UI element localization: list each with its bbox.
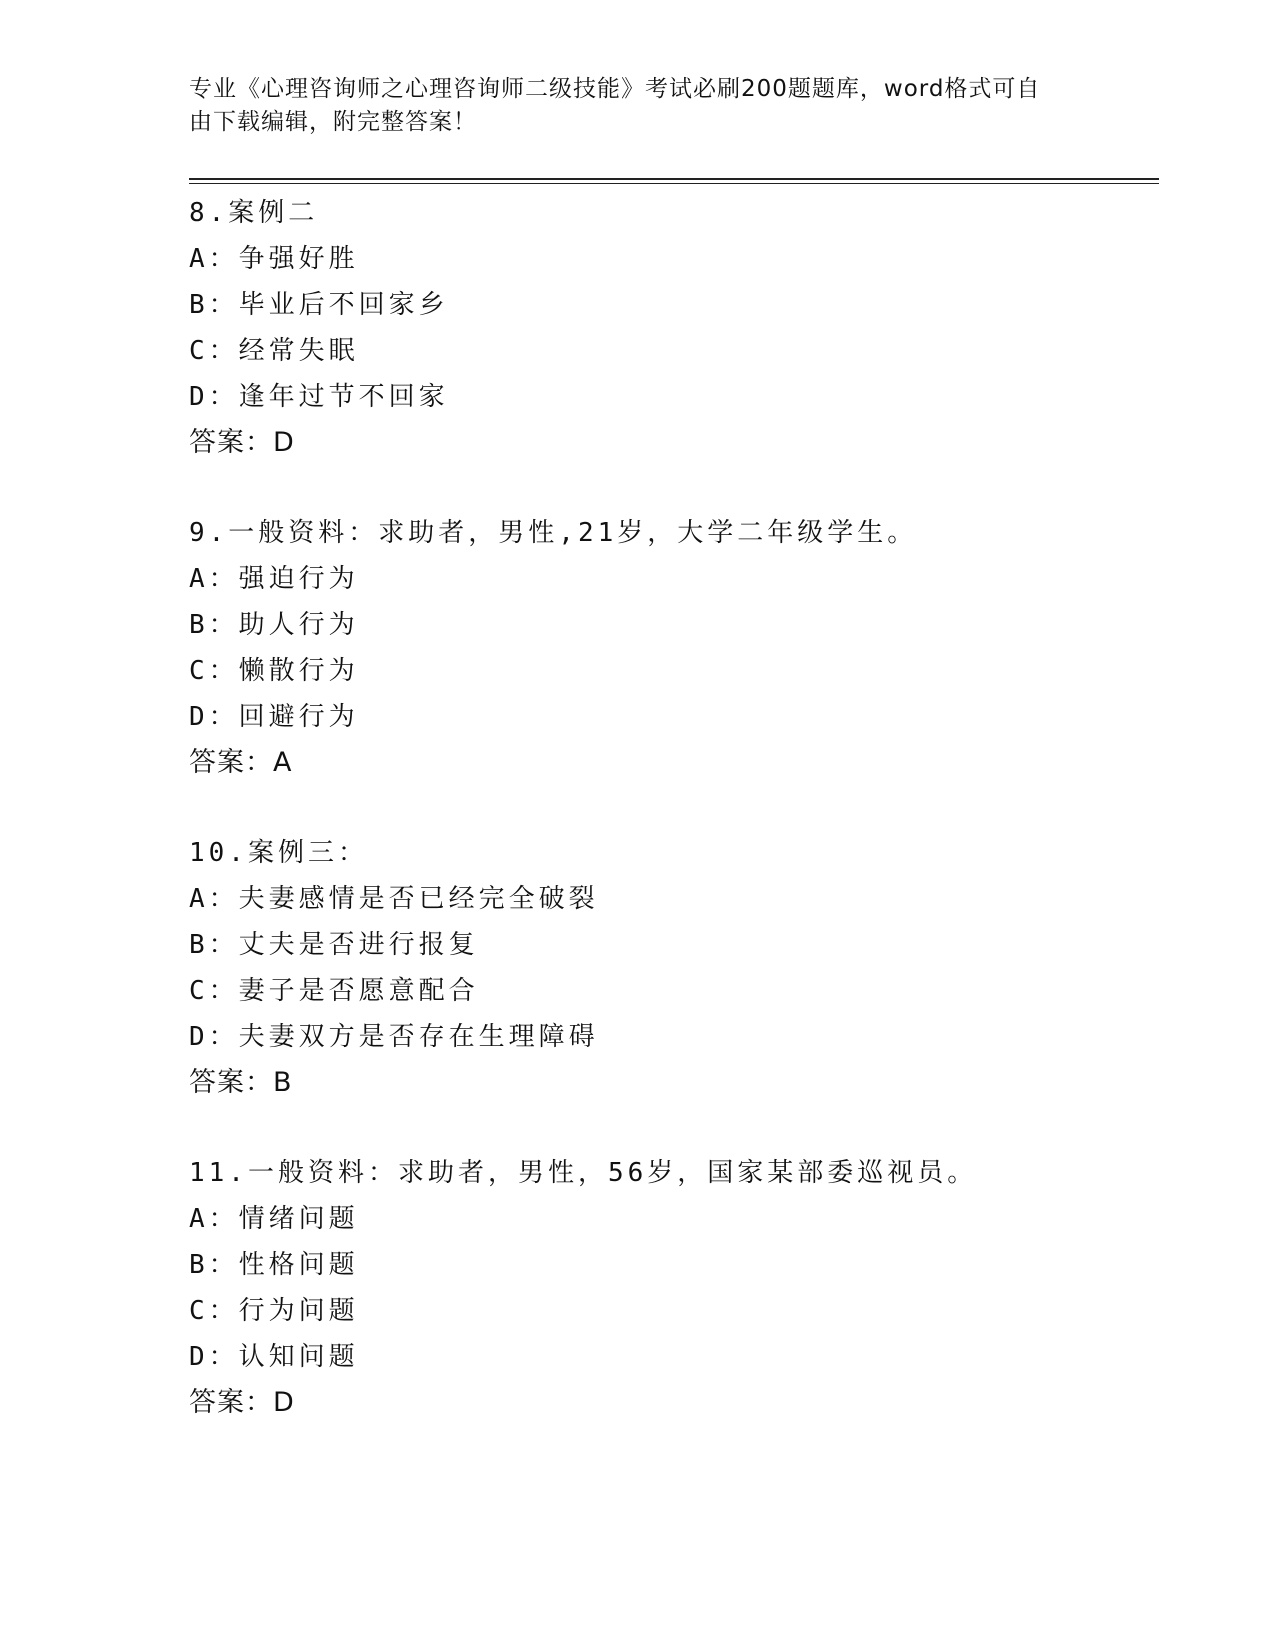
- option-d: D：逢年过节不回家: [189, 382, 449, 412]
- option-c: C：懒散行为: [189, 656, 359, 686]
- question-list: [189, 190, 1149, 1470]
- option-b: B：性格问题: [189, 1250, 359, 1280]
- answer-line: 答案：B: [189, 1067, 293, 1098]
- option-d: D：认知问题: [189, 1342, 359, 1372]
- option-a: A：强迫行为: [189, 564, 359, 594]
- question-10: [189, 830, 1149, 1106]
- option-c: C：妻子是否愿意配合: [189, 976, 479, 1006]
- question-8: [189, 190, 1149, 466]
- option-a: A：争强好胜: [189, 244, 359, 274]
- option-d: D：夫妻双方是否存在生理障碍: [189, 1022, 599, 1052]
- option-c: C：经常失眠: [189, 336, 359, 366]
- option-a: A：情绪问题: [189, 1204, 359, 1234]
- option-c: C：行为问题: [189, 1296, 359, 1326]
- answer-line: 答案：A: [189, 747, 293, 778]
- header-line-2: 由下载编辑，附完整答案！: [189, 109, 477, 135]
- question-stem: 11.一般资料：求助者，男性，56岁，国家某部委巡视员。: [189, 1158, 978, 1188]
- header-divider-thick: [189, 178, 1159, 180]
- answer-line: 答案：D: [189, 427, 295, 458]
- question-stem: 10.案例三：: [189, 838, 368, 868]
- question-9: [189, 510, 1149, 786]
- header-line-1: 专业《心理咨询师之心理咨询师二级技能》考试必刷200题题库，word格式可自: [189, 76, 1041, 102]
- option-b: B：丈夫是否进行报复: [189, 930, 479, 960]
- question-stem: 9.一般资料：求助者，男性,21岁，大学二年级学生。: [189, 518, 918, 548]
- option-a: A：夫妻感情是否已经完全破裂: [189, 884, 599, 914]
- question-11: [189, 1150, 1149, 1426]
- option-b: B：助人行为: [189, 610, 359, 640]
- answer-line: 答案：D: [189, 1387, 295, 1418]
- header-divider-thin: [189, 183, 1159, 184]
- question-stem: 8.案例二: [189, 198, 319, 228]
- option-b: B：毕业后不回家乡: [189, 290, 449, 320]
- option-d: D：回避行为: [189, 702, 359, 732]
- document-header: [189, 73, 1079, 139]
